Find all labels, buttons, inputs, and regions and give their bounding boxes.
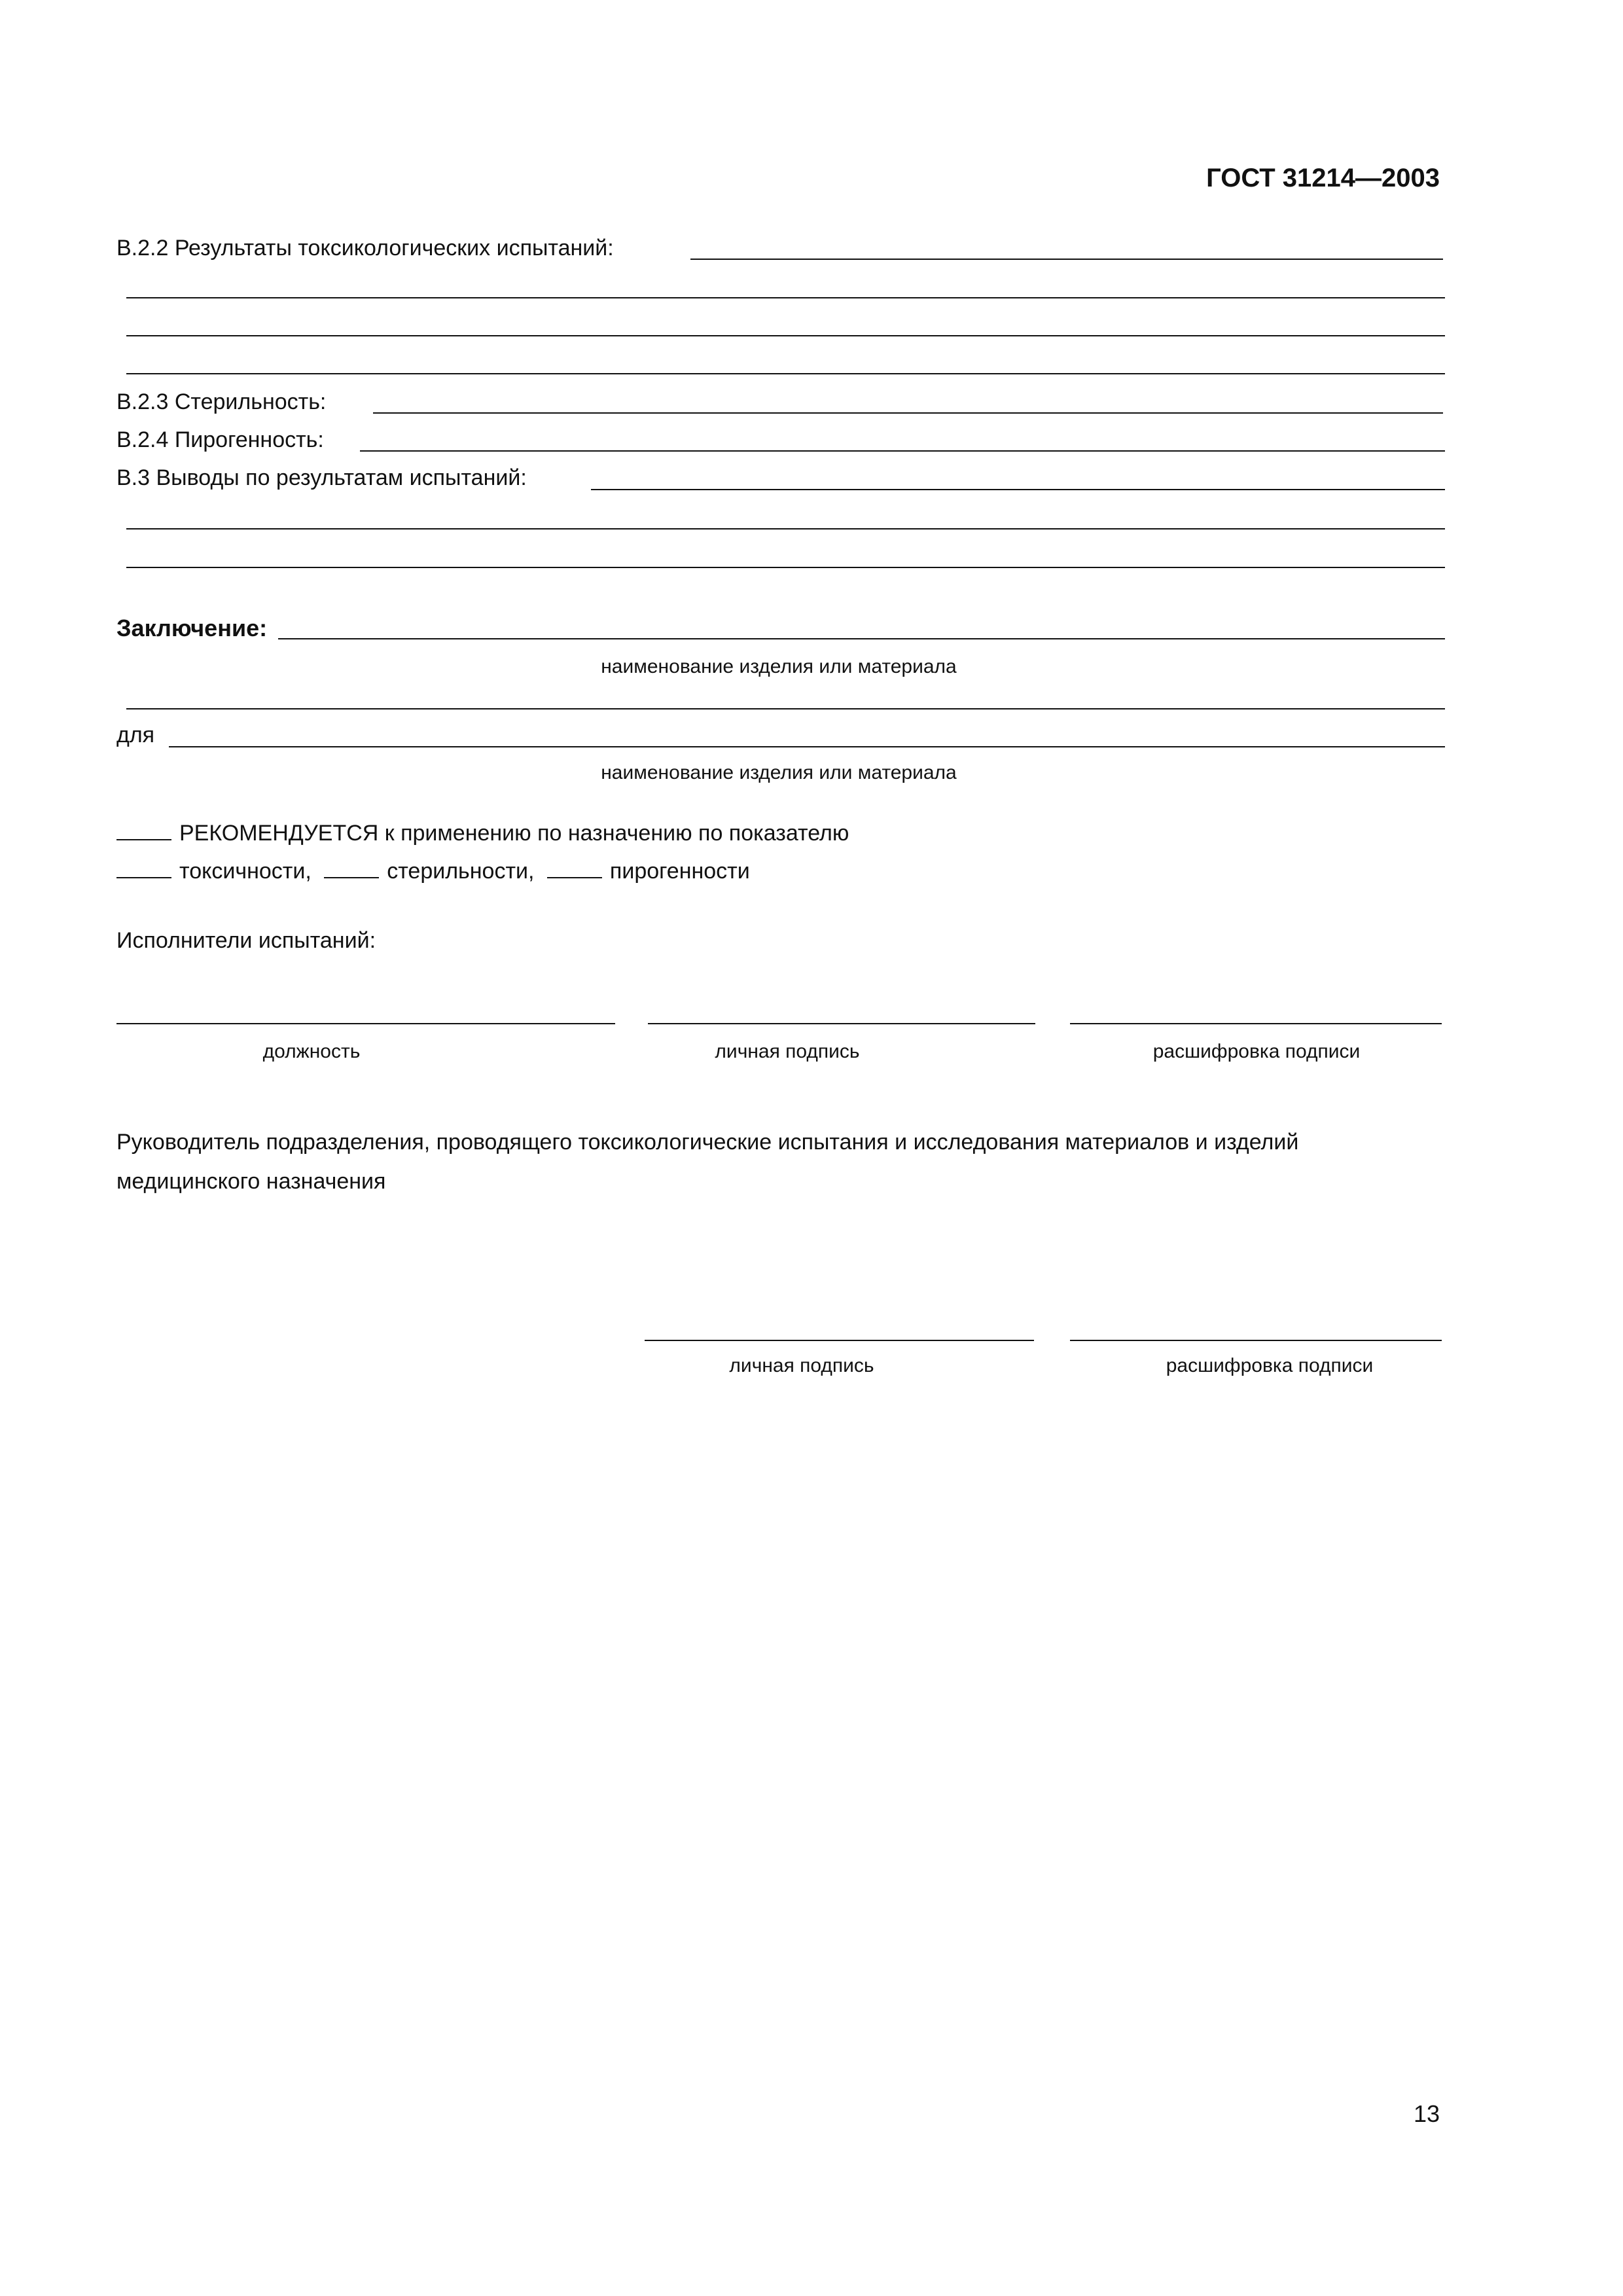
indicators-line [116, 860, 750, 882]
pyrogenicity-label: В.2.4 Пирогенность: [116, 427, 324, 452]
conclusions-line[interactable] [591, 489, 1445, 490]
head-of-unit-text: Руководитель подразделения, проводящего токсикологические испытания и исследования материалов и изделий [116, 1130, 1299, 1155]
decoding-caption: расшифровка подписи [1152, 1041, 1361, 1062]
position-caption: должность [262, 1041, 361, 1062]
toxicity-blank[interactable] [116, 877, 171, 878]
head-decoding-line[interactable] [1070, 1340, 1442, 1341]
conclusions-line-3[interactable] [126, 567, 1445, 568]
sterility-blank[interactable] [324, 877, 379, 878]
head-decoding-caption: расшифровка подписи [1166, 1355, 1374, 1376]
decoding-line[interactable] [1070, 1023, 1442, 1024]
conclusion-line[interactable] [278, 638, 1445, 639]
pyrogenicity-blank[interactable] [547, 877, 602, 878]
conclusions-line-2[interactable] [126, 528, 1445, 529]
head-signature-line[interactable] [645, 1340, 1034, 1341]
toxicology-results-label: В.2.2 Результаты токсикологических испытаний: [116, 236, 614, 260]
for-label: для [116, 723, 155, 747]
item-name-caption: наименование изделия или материала [601, 656, 957, 677]
sterility-text: стерильности, [387, 859, 535, 884]
conclusion-label: Заключение: [116, 615, 268, 641]
pyrogenicity-text: пирогенности [609, 859, 750, 884]
signature-line[interactable] [648, 1023, 1035, 1024]
recommendation-line [116, 822, 849, 844]
toxicology-results-line-3[interactable] [126, 335, 1445, 336]
head-of-unit-text-2: медицинского назначения [116, 1169, 386, 1194]
for-line[interactable] [169, 746, 1445, 747]
pyrogenicity-line[interactable] [360, 450, 1445, 452]
recommendation-blank[interactable] [116, 839, 171, 840]
item-name-caption-2: наименование изделия или материала [601, 762, 957, 783]
sterility-label: В.2.3 Стерильность: [116, 389, 327, 414]
sterility-line[interactable] [373, 412, 1443, 414]
recommendation-text: РЕКОМЕНДУЕТСЯ к применению по назначению по показателю [179, 821, 849, 846]
head-signature-caption: личная подпись [729, 1355, 874, 1376]
conclusion-line-2[interactable] [126, 708, 1445, 709]
performers-heading: Исполнители испытаний: [116, 928, 376, 953]
signature-caption: личная подпись [715, 1041, 860, 1062]
position-line[interactable] [116, 1023, 615, 1024]
conclusions-label: В.3 Выводы по результатам испытаний: [116, 465, 527, 490]
document-code: ГОСТ 31214—2003 [1206, 164, 1440, 192]
toxicology-results-line-4[interactable] [126, 373, 1445, 374]
toxicology-results-line[interactable] [690, 259, 1443, 260]
toxicology-results-line-2[interactable] [126, 297, 1445, 298]
toxicity-text: токсичности, [179, 859, 312, 884]
page-number: 13 [1413, 2100, 1440, 2127]
